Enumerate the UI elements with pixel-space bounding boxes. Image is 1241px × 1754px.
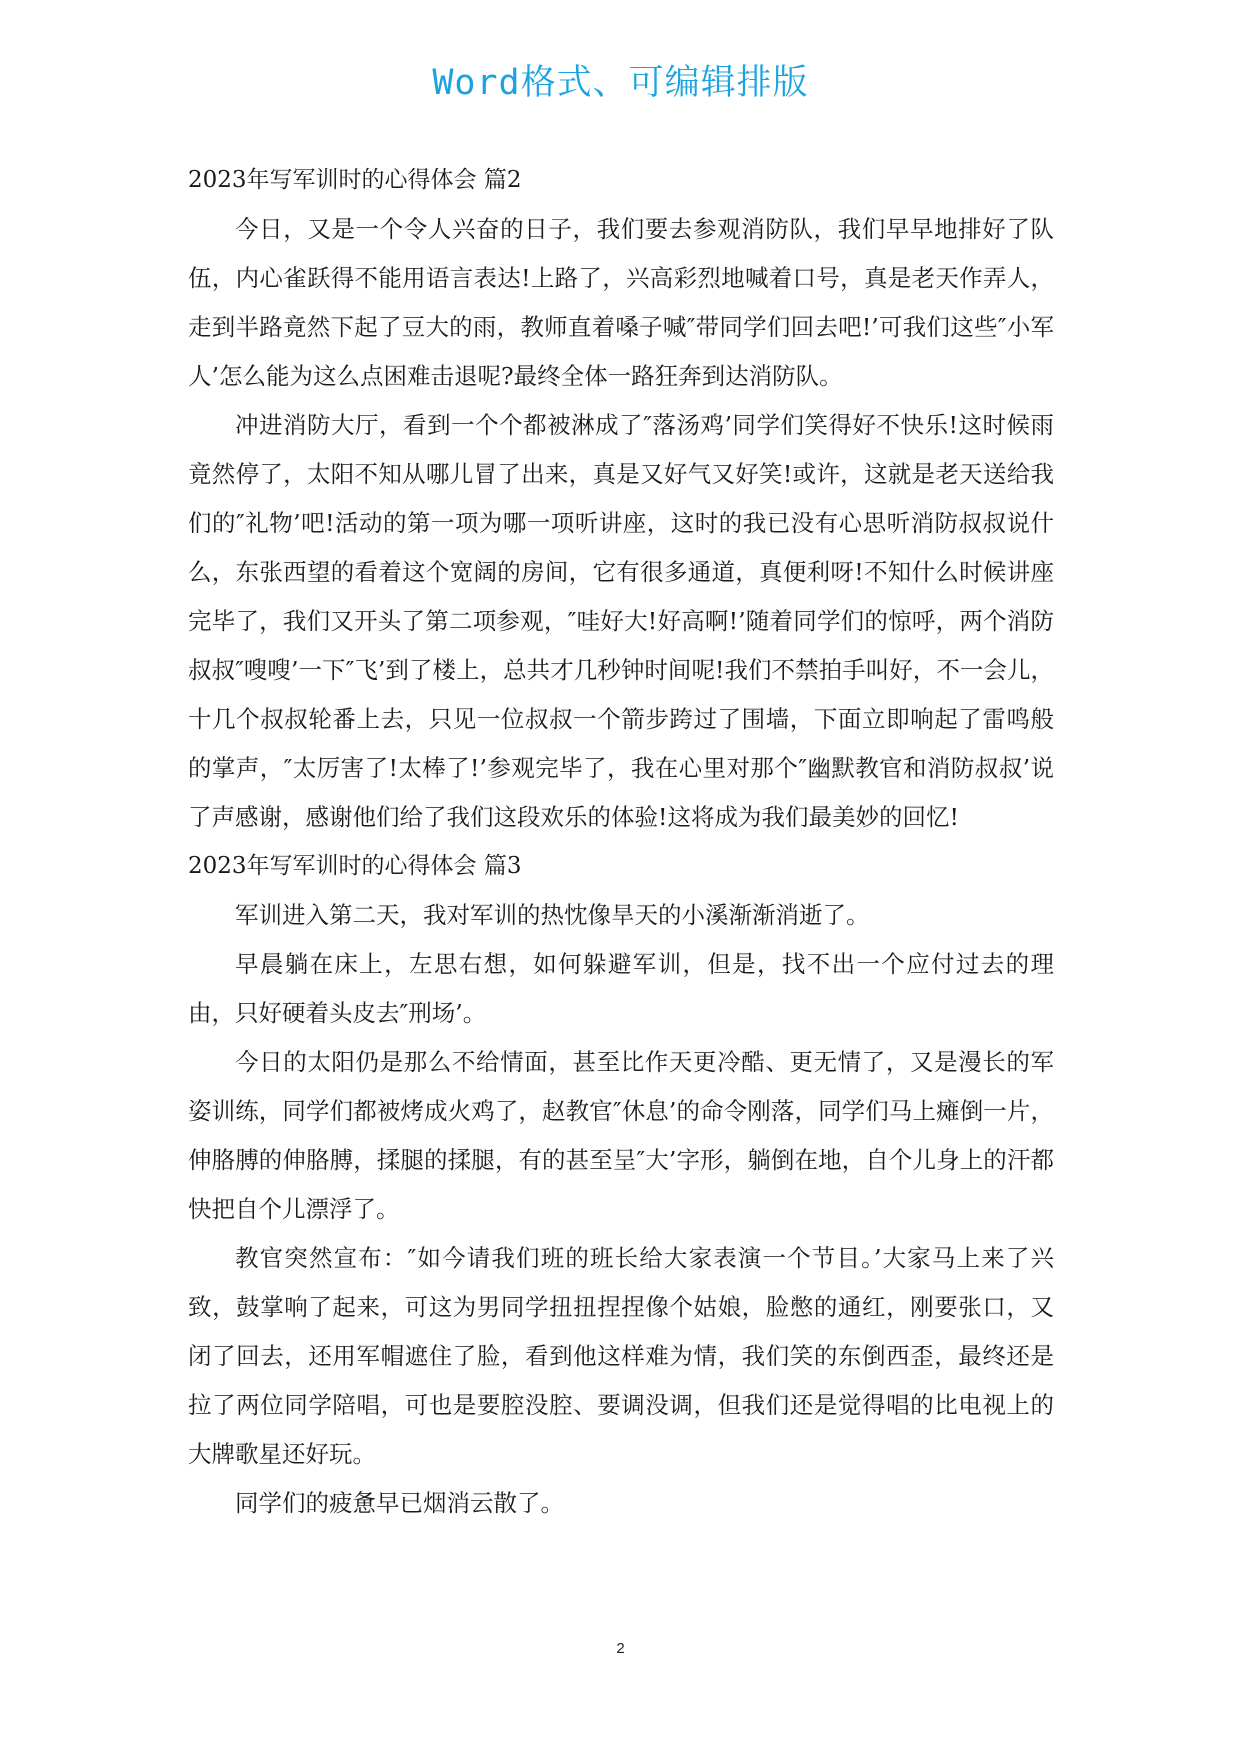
paragraph: 冲进消防大厅，看到一个个都被淋成了″落汤鸡’同学们笑得好不快乐!这时候雨竟然停了，太阳不知从哪儿冒了出来，真是又好气又好笑!或许，这就是老天送给我们的″礼物’吧!活动的第一项为哪一项听讲座，这时的我已没有心思听消防叔叔说什么，东张西望的看着这个宽阔的房间，它有很多通道，真便利呀!不知什么时候讲座完毕了，我们又开头了第二项参观，″哇好大!好高啊!’随着同学们的惊呼，两个消防叔叔″嗖嗖’一下″飞’到了楼上，总共才几秒钟时间呢!我们不禁拍手叫好，不一会儿，十几个叔叔轮番上去，只见一位叔叔一个箭步跨过了围墙，下面立即响起了雷鸣般的掌声，″太厉害了!太棒了!’参观完毕了，我在心里对那个″幽默教官和消防叔叔’说了声感谢，感谢他们给了我们这段欢乐的体验!这将成为我们最美妙的回忆! <box>188 411 1054 831</box>
document-body <box>188 156 1054 1528</box>
paragraph: 今日的太阳仍是那么不给情面，甚至比作天更冷酷、更无情了，又是漫长的军姿训练，同学们都被烤成火鸡了，赵教官″休息’的命令刚落，同学们马上瘫倒一片，伸胳膊的伸胳膊，揉腿的揉腿，有的甚至呈″大’字形，躺倒在地，自个儿身上的汗都快把自个儿漂浮了。 <box>188 1048 1054 1223</box>
paragraph: 早晨躺在床上，左思右想，如何躲避军训，但是，找不出一个应付过去的理由，只好硬着头皮去″刑场’。 <box>188 950 1054 1027</box>
paragraph: 军训进入第二天，我对军训的热忱像旱天的小溪渐渐消逝了。 <box>235 901 870 929</box>
page-header-title: Word格式、可编辑排版 <box>432 63 809 103</box>
paragraph: 今日，又是一个令人兴奋的日子，我们要去参观消防队，我们早早地排好了队伍，内心雀跃得不能用语言表达!上路了，兴高彩烈地喊着口号，真是老天作弄人，走到半路竟然下起了豆大的雨，教师直着嗓子喊″带同学们回去吧!’可我们这些″小军人’怎么能为这么点困难击退呢?最终全体一路狂奔到达消防队。 <box>188 215 1054 390</box>
page-number: 2 <box>616 1640 625 1657</box>
section-title: 2023年写军训时的心得体会 篇3 <box>188 853 522 879</box>
paragraph: 同学们的疲惫早已烟消云散了。 <box>235 1489 564 1517</box>
section-title: 2023年写军训时的心得体会 篇2 <box>188 167 522 193</box>
paragraph: 教官突然宣布：″如今请我们班的班长给大家表演一个节目。’大家马上来了兴致，鼓掌响了起来，可这为男同学扭扭捏捏像个姑娘，脸憋的通红，刚要张口，又闭了回去，还用军帽遮住了脸，看到他这样难为情，我们笑的东倒西歪，最终还是拉了两位同学陪唱，可也是要腔没腔、要调没调，但我们还是觉得唱的比电视上的大牌歌星还好玩。 <box>188 1244 1054 1468</box>
